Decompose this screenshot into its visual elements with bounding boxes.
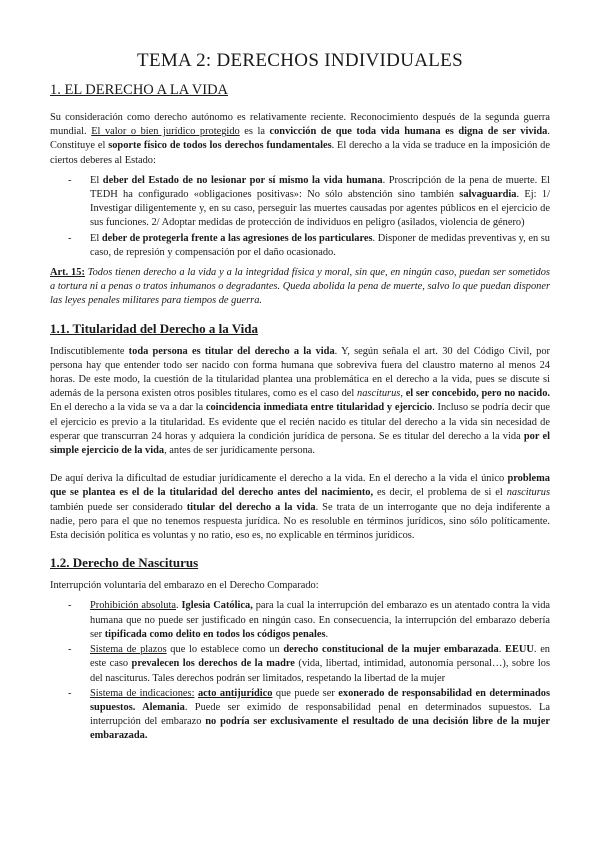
list-item (50, 232, 550, 260)
text-run: De aquí deriva la dificultad de estudiar jurídicamente el derecho a la vida. En el derecho a la vida el único (50, 473, 508, 485)
section-heading-1-2: 1.2. Derecho de Nasciturus (50, 555, 199, 571)
text-run: nasciturus (357, 388, 401, 400)
text-run: por el simple ejercicio de la vida (50, 430, 550, 457)
text-run: tipificada como delito en todos los códigos penales (104, 628, 326, 640)
dash-bullet: - (68, 600, 72, 612)
text-run: convicción de que toda vida humana es digna de ser vivida (269, 126, 548, 138)
text-run: . Incluso se podría decir que el ejercicio es previo a la titularidad. Es evidente que el recién nacido es titular del derecho a la vida sin necesidad de esperar que transcurran 24 horas y adquiera la condición jurídica de persona. Se es titular del derecho a la vida (50, 402, 550, 442)
text-run: . Disponer de medidas preventivas y, en su caso, de represión y compensación por el daño ocasionado. (90, 232, 550, 258)
text-run: titular del derecho a la vida (186, 501, 316, 513)
text-run: problema que se plantea es el de la titularidad del derecho antes del nacimiento, (50, 473, 550, 499)
duties-list (50, 174, 550, 260)
text-run: deber de protegerla frente a las agresiones de los particulares (101, 232, 373, 244)
text-run: . Proscripción de la pena de muerte. El TEDH ha configurado «obligaciones positivas»: No sólo abstención sino también (90, 174, 550, 201)
text-run: Iglesia Católica, (181, 600, 253, 612)
paragraph-titularidad (50, 345, 550, 459)
text-run: también puede ser considerado (50, 501, 187, 513)
text-run: . (325, 628, 329, 640)
text-run: . El derecho a la vida se traduce en la imposición de ciertos deberes al Estado: (50, 140, 550, 166)
text-run: que lo establece como un (166, 644, 284, 656)
text-run: . (498, 644, 506, 656)
text-run: (vida, libertad, intimidad, autonomía personal…), sobre los del nasciturus. Tales derechos podrán ser limitados, respetando la libertad de la mujer (90, 658, 551, 684)
text-run: Sistema de plazos (90, 644, 167, 656)
text-run: prevalecen los derechos de la madre (131, 658, 295, 670)
list-item (50, 643, 550, 686)
text-run: Prohibición absoluta (90, 600, 177, 612)
paragraph-ive-intro: Interrupción voluntaria del embarazo en el Derecho Comparado: (50, 580, 319, 592)
text-run: . Se trata de un interrogante que no deja indiferente a nadie, pero para el que no tenemos respuesta jurídica. No es resoluble en términos jurídicos, sino sólo políticamente. Esta decisión política es voluntas y no ratio, eso es, no explicable en términos jurídicos. (50, 501, 550, 542)
paragraph-intro (50, 111, 550, 168)
article-15-quote (50, 266, 550, 309)
section-heading-1: 1. EL DERECHO A LA VIDA (50, 82, 229, 98)
list-item (50, 174, 550, 231)
section-heading-1-1: 1.1. Titularidad del Derecho a la Vida (50, 320, 259, 336)
text-run: es la (239, 126, 270, 138)
dash-bullet: - (68, 687, 72, 699)
text-run: no podría ser exclusivamente el resultado de una decisión libre de la mujer embarazada. (90, 716, 550, 742)
text-run: acto antijurídico (197, 687, 273, 699)
dash-bullet: - (68, 644, 72, 656)
paragraph-dificultad (50, 472, 550, 543)
spacer (50, 464, 550, 472)
text-run: para la cual la interrupción del embarazo es un atentado contra la vida humana que no puede ser justificado en ningún caso. En consecuencia, la interrupción del embarazo debería ser (90, 600, 551, 640)
text-run: El (90, 232, 102, 244)
article-text: Todos tienen derecho a la vida y a la integridad física y moral, sin que, en ningún caso, puedan ser sometidos a tortura ni a penas o tratos inhumanos o degradantes. Queda abolida la pena de muerte, salvo lo que puedan disponer las leyes penales militares para tiempos de guerra. (50, 267, 550, 307)
text-run: Su consideración como derecho autónomo es relativamente reciente. Reconocimiento después de la segunda guerra mundial. (50, 112, 550, 138)
text-run: soporte físico de todos los derechos fundamentales (108, 140, 332, 152)
systems-list (50, 599, 550, 743)
list-item (50, 687, 550, 744)
text-run: . Puede ser eximido de responsabilidad penal en determinados supuestos. La interrupción del embarazo (90, 701, 550, 728)
text-run: El (90, 174, 103, 186)
text-run: salvaguardia (459, 189, 517, 201)
text-run: exonerado de responsabilidad en determinados supuestos. Alemania (90, 687, 550, 713)
list-item (50, 599, 550, 642)
document-title: TEMA 2: DERECHOS INDIVIDUALES (137, 50, 463, 71)
dash-bullet: - (68, 174, 72, 186)
text-run: . Constituye el (50, 126, 550, 152)
text-run: el ser concebido, pero no nacido. (405, 388, 550, 400)
text-run: EEUU (505, 644, 534, 656)
text-run: Sistema de indicaciones: (90, 687, 195, 699)
dash-bullet: - (68, 232, 72, 244)
text-run: derecho constitucional de la mujer embarazada (283, 644, 499, 656)
article-label: Art. 15: (50, 267, 85, 279)
text-run: . Ej: 1/ Investigar diligentemente y, en su caso, perseguir las muertes causadas por agentes públicos en el ejercicio de sus funciones. 2/ Adoptar medidas de protección de individuos en peligro (asilados, violencia de género) (90, 189, 550, 229)
text-run: nasciturus (506, 487, 550, 499)
text-run: , antes de ser jurídicamente persona. (164, 445, 315, 457)
text-run: deber del Estado de no lesionar por sí mismo la vida humana (102, 174, 383, 186)
text-run: El valor o bien jurídico protegido (91, 126, 240, 138)
text-run: es decir, el problema de si el (373, 487, 507, 499)
text-run: Indiscutiblemente (50, 345, 129, 357)
text-run: . (176, 600, 182, 612)
text-run: , (400, 388, 406, 400)
text-run: . en este caso (90, 644, 551, 670)
text-run: . Y, según señala el art. 30 del Código Civil, por persona hay que entender todo ser nacido con forma humana que sobreviva fuera del claustro materno al menos 24 horas. De este modo, la cuestión de la titularidad plantea una problemática en el derecho a la vida, pues se discute si además de la persona existen otros posibles titulares, como es el caso del (50, 345, 550, 400)
text-run: coincidencia inmediata entre titularidad y ejercicio (205, 402, 433, 414)
text-run: que puede ser (272, 687, 339, 699)
text-run: En el derecho a la vida se va a dar la (50, 402, 206, 414)
text-run: toda persona es titular del derecho a la vida (128, 345, 335, 357)
